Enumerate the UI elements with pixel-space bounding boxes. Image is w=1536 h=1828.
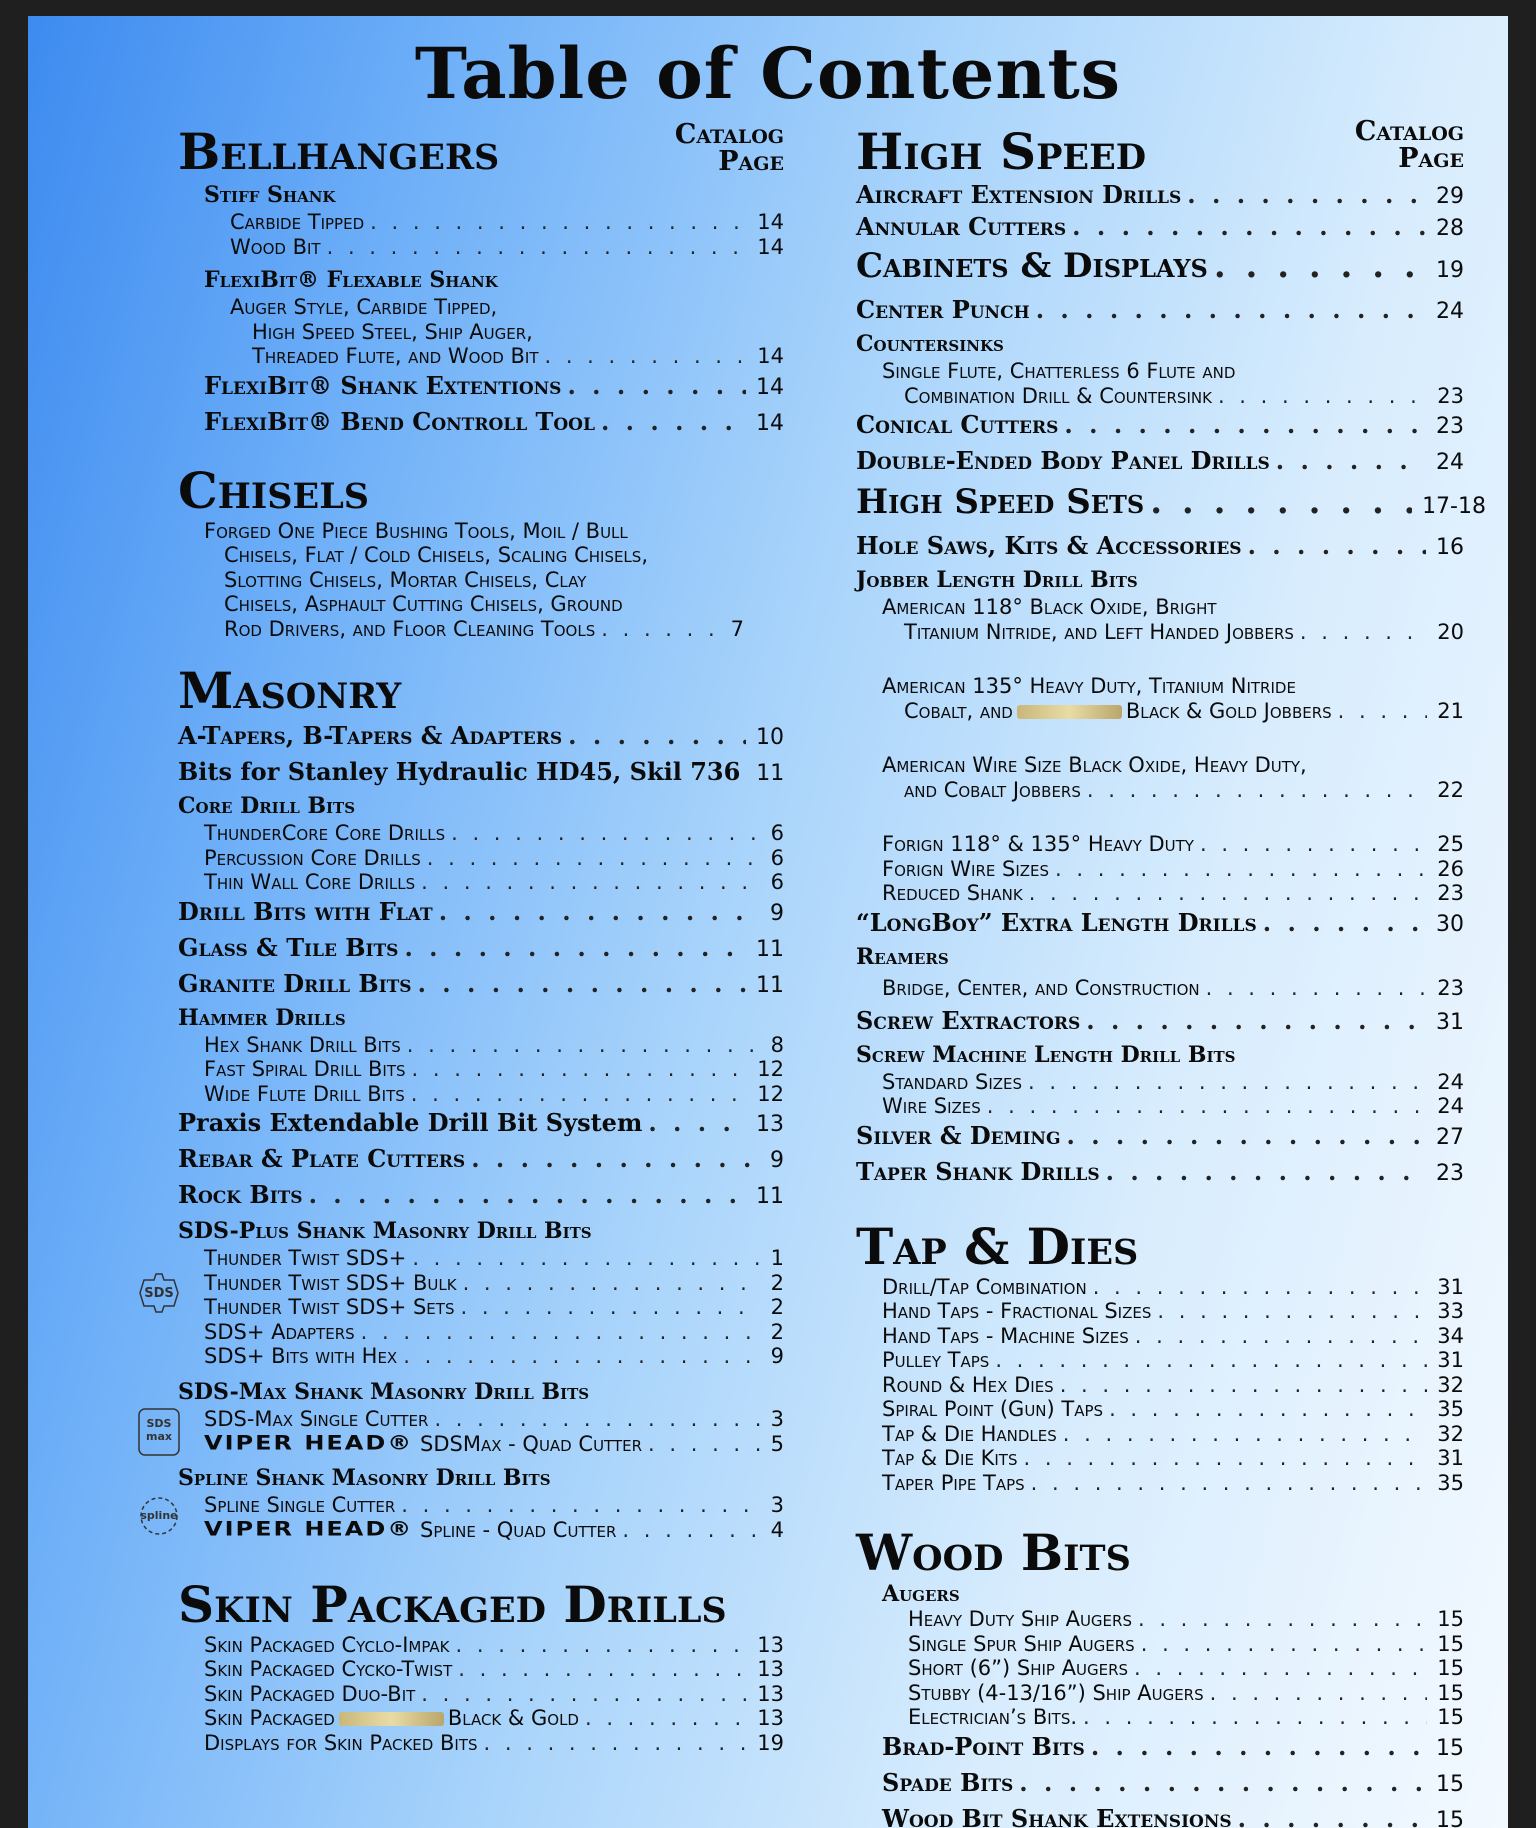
toc-entry[interactable]: Standard Sizes . . . 24	[856, 1070, 1464, 1095]
toc-entry[interactable]: Spline Single Cutter . . . 3	[178, 1493, 784, 1518]
catalog-page-header: Catalog Page	[674, 119, 784, 177]
subheading-reamers: Reamers	[856, 943, 949, 970]
toc-entry[interactable]: Percussion Core Drills . . . 6	[178, 846, 784, 871]
toc-entry[interactable]: Stubby (4-13/16”) Ship Augers . . . 15	[856, 1681, 1464, 1706]
section-chisels: Chisels	[178, 460, 370, 520]
toc-entry[interactable]: Wide Flute Drill Bits . . . 12	[178, 1082, 784, 1107]
toc-text: Forged One Piece Bushing Tools, Moil / Bull	[204, 518, 628, 543]
toc-text: Auger Style, Carbide Tipped,	[230, 295, 498, 319]
section-tap-dies: Tap & Dies	[856, 1216, 1139, 1276]
toc-entry[interactable]: Praxis Extendable Drill Bit System . . . 13	[178, 1106, 784, 1142]
catalog-page-header: Catalog Page	[1354, 116, 1464, 174]
toc-entry[interactable]: Spiral Point (Gun) Taps . . . 35	[856, 1397, 1464, 1422]
toc-text: American 118° Black Oxide, Bright	[882, 595, 1217, 619]
catalog-page	[28, 16, 1508, 1828]
toc-entry[interactable]: Skin Packaged Cycko-Twist . . . 13	[178, 1657, 784, 1682]
right-column	[856, 116, 1486, 1828]
toc-text: American Wire Size Black Oxide, Heavy Duty,	[882, 753, 1307, 777]
toc-entry[interactable]: Reduced Shank . . . 23	[856, 881, 1464, 906]
subheading-flexibit: FlexiBit® Flexable Shank	[204, 267, 498, 293]
toc-entry[interactable]: Spade Bits . . . 15	[856, 1766, 1464, 1802]
toc-text: Slotting Chisels, Mortar Chisels, Clay	[224, 567, 587, 592]
section-bellhangers: Bellhangers	[178, 122, 500, 181]
page-title: Table of Contents	[414, 32, 1122, 115]
toc-entry[interactable]: Rod Drivers, and Floor Cleaning Tools . . . 7	[178, 617, 744, 642]
toc-entry[interactable]: Cabinets & Displays . . . 19	[856, 244, 1464, 293]
toc-entry[interactable]: Short (6”) Ship Augers . . . 15	[856, 1656, 1464, 1681]
subheading-spline: Spline Shank Masonry Drill Bits	[178, 1464, 551, 1491]
toc-entry[interactable]: Forign 118° & 135° Heavy Duty . . . 25	[856, 832, 1464, 857]
toc-entry[interactable]: Thunder Twist SDS+ Sets . . . 2	[178, 1295, 784, 1320]
toc-entry[interactable]: Skin Packaged Black & Gold . . . 13	[178, 1706, 784, 1731]
toc-text: Chisels, Flat / Cold Chisels, Scaling Chisels,	[224, 543, 648, 567]
toc-entry[interactable]: Taper Pipe Taps . . . 35	[856, 1471, 1464, 1496]
toc-entry[interactable]: Titanium Nitride, and Left Handed Jobbers . . . 20	[856, 620, 1464, 645]
brand-logo-blur	[339, 1712, 444, 1726]
toc-entry[interactable]: Thin Wall Core Drills . . . 6	[178, 870, 784, 895]
toc-entry[interactable]: FlexiBit® Bend Controll Tool . . . 14	[178, 405, 784, 441]
toc-entry[interactable]: Thunder Twist SDS+ . . . 1	[178, 1246, 784, 1271]
toc-entry[interactable]: Round & Hex Dies . . . 32	[856, 1373, 1464, 1398]
viper-head-logo: VIPER HEAD®	[204, 1517, 414, 1541]
subheading-sds-max: SDS-Max Shank Masonry Drill Bits	[178, 1378, 590, 1405]
sds-max-group	[146, 1406, 784, 1457]
toc-entry[interactable]: Fast Spiral Drill Bits . . . 12	[178, 1057, 784, 1082]
toc-entry[interactable]: SDS-Max Single Cutter . . . 3	[178, 1407, 784, 1432]
toc-text: Chisels, Asphault Cutting Chisels, Ground	[224, 592, 623, 616]
toc-entry[interactable]: Cobalt, and Black & Gold Jobbers . . . 21	[856, 699, 1464, 724]
sds-plus-group	[144, 1246, 784, 1369]
toc-entry[interactable]: Drill Bits with Flat . . . 9	[178, 895, 784, 931]
toc-entry[interactable]: Forign Wire Sizes . . . 26	[856, 857, 1464, 882]
subheading-jobber: Jobber Length Drill Bits	[856, 567, 1138, 593]
toc-entry[interactable]: VIPER HEAD® Spline - Quad Cutter . . . 4	[178, 1517, 784, 1543]
toc-entry[interactable]: Thunder Twist SDS+ Bulk . . . 2	[178, 1271, 784, 1296]
section-skin-packaged: Skin Packaged Drills	[178, 1574, 727, 1634]
toc-entry[interactable]: Rock Bits . . . 11	[178, 1178, 784, 1214]
toc-entry[interactable]: Wire Sizes . . . 24	[856, 1094, 1464, 1119]
toc-entry[interactable]: Double-Ended Body Panel Drills . . . 24	[856, 444, 1464, 480]
subheading-core-drill-bits: Core Drill Bits	[178, 793, 356, 819]
toc-entry[interactable]: “LongBoy” Extra Length Drills . . . 30	[856, 906, 1464, 942]
toc-entry[interactable]: Screw Extractors . . . 31	[856, 1004, 1464, 1040]
toc-entry[interactable]: Wood Bit Shank Extensions . . . 15	[856, 1802, 1464, 1828]
toc-entry[interactable]: Hole Saws, Kits & Accessories . . . 16	[856, 529, 1464, 565]
toc-entry[interactable]: Skin Packaged Cyclo-Impak . . . 13	[178, 1633, 784, 1658]
toc-entry[interactable]: ThunderCore Core Drills . . . 6	[178, 821, 784, 846]
toc-entry[interactable]: Brad-Point Bits . . . 15	[856, 1730, 1464, 1766]
toc-entry[interactable]: Combination Drill & Countersink . . . 23	[856, 384, 1464, 409]
toc-entry[interactable]: Bridge, Center, and Construction . . . 23	[856, 972, 1464, 1004]
toc-entry[interactable]: Rebar & Plate Cutters . . . 9	[178, 1142, 784, 1178]
section-wood-bits: Wood Bits	[856, 1523, 1131, 1582]
toc-entry[interactable]: Hex Shank Drill Bits . . . 8	[178, 1033, 784, 1058]
toc-entry[interactable]: Wood Bit . . . 14	[178, 235, 784, 260]
toc-entry[interactable]: Carbide Tipped . . . 14	[178, 210, 784, 235]
toc-text: Single Flute, Chatterless 6 Flute and	[882, 359, 1236, 383]
toc-entry[interactable]: Drill/Tap Combination . . . 31	[856, 1275, 1464, 1300]
subheading-screw-machine: Screw Machine Length Drill Bits	[856, 1041, 1236, 1068]
toc-text: High Speed Steel, Ship Auger,	[252, 319, 533, 344]
toc-entry[interactable]: SDS+ Adapters . . . 2	[178, 1320, 784, 1345]
section-high-speed: High Speed	[856, 122, 1147, 181]
toc-text: American 135° Heavy Duty, Titanium Nitride	[882, 674, 1296, 698]
toc-entry[interactable]: Granite Drill Bits . . . 11	[178, 967, 784, 1003]
toc-entry[interactable]: Heavy Duty Ship Augers . . . 15	[856, 1607, 1464, 1632]
toc-entry[interactable]: Silver & Deming . . . 27	[856, 1119, 1464, 1155]
spline-group	[140, 1492, 784, 1543]
toc-entry[interactable]: Annular Cutters . . . 28	[856, 212, 1464, 244]
toc-entry[interactable]: High Speed Sets . . . 17-18	[856, 480, 1486, 529]
toc-entry[interactable]: and Cobalt Jobbers . . . 22	[856, 778, 1464, 803]
subheading-hammer-drills: Hammer Drills	[178, 1004, 346, 1031]
toc-entry[interactable]: Hand Taps - Machine Sizes . . . 34	[856, 1324, 1464, 1349]
toc-entry[interactable]: FlexiBit® Shank Extentions . . . 14	[178, 369, 784, 405]
subheading-countersinks: Countersinks	[856, 331, 1004, 357]
left-column	[140, 119, 785, 1755]
toc-entry[interactable]: Electrician’s Bits. . . . 15	[856, 1705, 1464, 1730]
toc-entry[interactable]: Pulley Taps . . . 31	[856, 1348, 1464, 1373]
toc-entry[interactable]: Skin Packaged Duo-Bit . . . 13	[178, 1682, 784, 1707]
toc-entry[interactable]: Displays for Skin Packed Bits . . . 19	[178, 1731, 784, 1756]
toc-entry[interactable]: VIPER HEAD® SDSMax - Quad Cutter . . . 5	[178, 1431, 784, 1457]
toc-entry[interactable]: Tap & Die Handles . . . 32	[856, 1422, 1464, 1447]
toc-entry[interactable]: Bits for Stanley Hydraulic HD45, Skil 736 . . . 11	[178, 755, 784, 791]
toc-entry[interactable]: Center Punch . . . 24	[856, 293, 1464, 329]
toc-entry[interactable]: Tap & Die Kits . . . 31	[856, 1446, 1464, 1471]
subheading-stiff-shank: Stiff Shank	[204, 182, 336, 208]
toc-entry[interactable]: Glass & Tile Bits . . . 11	[178, 931, 784, 967]
toc-entry[interactable]: Conical Cutters . . . 23	[856, 408, 1464, 444]
toc-entry[interactable]: Hand Taps - Fractional Sizes . . . 33	[856, 1299, 1464, 1324]
toc-entry[interactable]: Aircraft Extension Drills . . . 29	[856, 180, 1464, 212]
viper-head-logo: VIPER HEAD®	[204, 1431, 414, 1455]
sds-plus-icon: SDS	[136, 1270, 182, 1316]
brand-logo-blur	[1017, 705, 1122, 719]
subheading-augers: Augers	[882, 1581, 960, 1607]
toc-entry[interactable]: Taper Shank Drills . . . 23	[856, 1155, 1464, 1191]
toc-entry[interactable]: A-Tapers, B-Tapers & Adapters . . . 10	[178, 719, 784, 755]
sds-max-icon: SDS max	[136, 1407, 182, 1453]
spline-icon: spline	[136, 1493, 182, 1539]
toc-entry[interactable]: SDS+ Bits with Hex . . . 9	[178, 1344, 784, 1369]
toc-entry[interactable]: Threaded Flute, and Wood Bit . . . 14	[178, 344, 784, 369]
subheading-sds-plus: SDS-Plus Shank Masonry Drill Bits	[178, 1218, 592, 1244]
toc-entry[interactable]: Single Spur Ship Augers . . . 15	[856, 1632, 1464, 1657]
section-masonry: Masonry	[178, 661, 402, 720]
